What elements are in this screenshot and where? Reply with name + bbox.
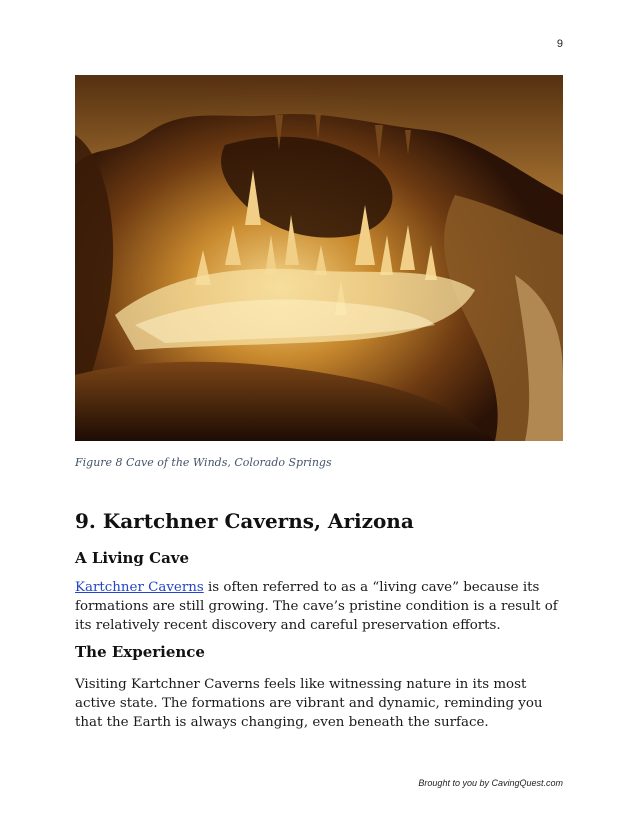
- kartchner-caverns-link[interactable]: Kartchner Caverns: [75, 580, 204, 595]
- paragraph-experience: Visiting Kartchner Caverns feels like witnessing nature in its most active state. The formations are vibrant and dynamic, reminding you that the Earth is always changing, even beneath the surface.: [75, 677, 543, 730]
- figure-caption: Figure 8 Cave of the Winds, Colorado Springs: [75, 456, 332, 469]
- paragraph-living-cave: [75, 578, 570, 635]
- footer-credit: Brought to you by CavingQuest.com: [418, 778, 563, 788]
- paragraph-living-cave-text: is often referred to as a “living cave” because its formations are still growing. The cave’s pristine condition is a result of its relatively recent discovery and careful preservation efforts.: [75, 580, 558, 633]
- cave-photo: [75, 75, 563, 441]
- page-number: 9: [556, 38, 563, 50]
- subsection-heading-experience: The Experience: [75, 643, 205, 661]
- subsection-heading-living-cave: A Living Cave: [75, 549, 190, 567]
- section-title: 9. Kartchner Caverns, Arizona: [75, 509, 414, 533]
